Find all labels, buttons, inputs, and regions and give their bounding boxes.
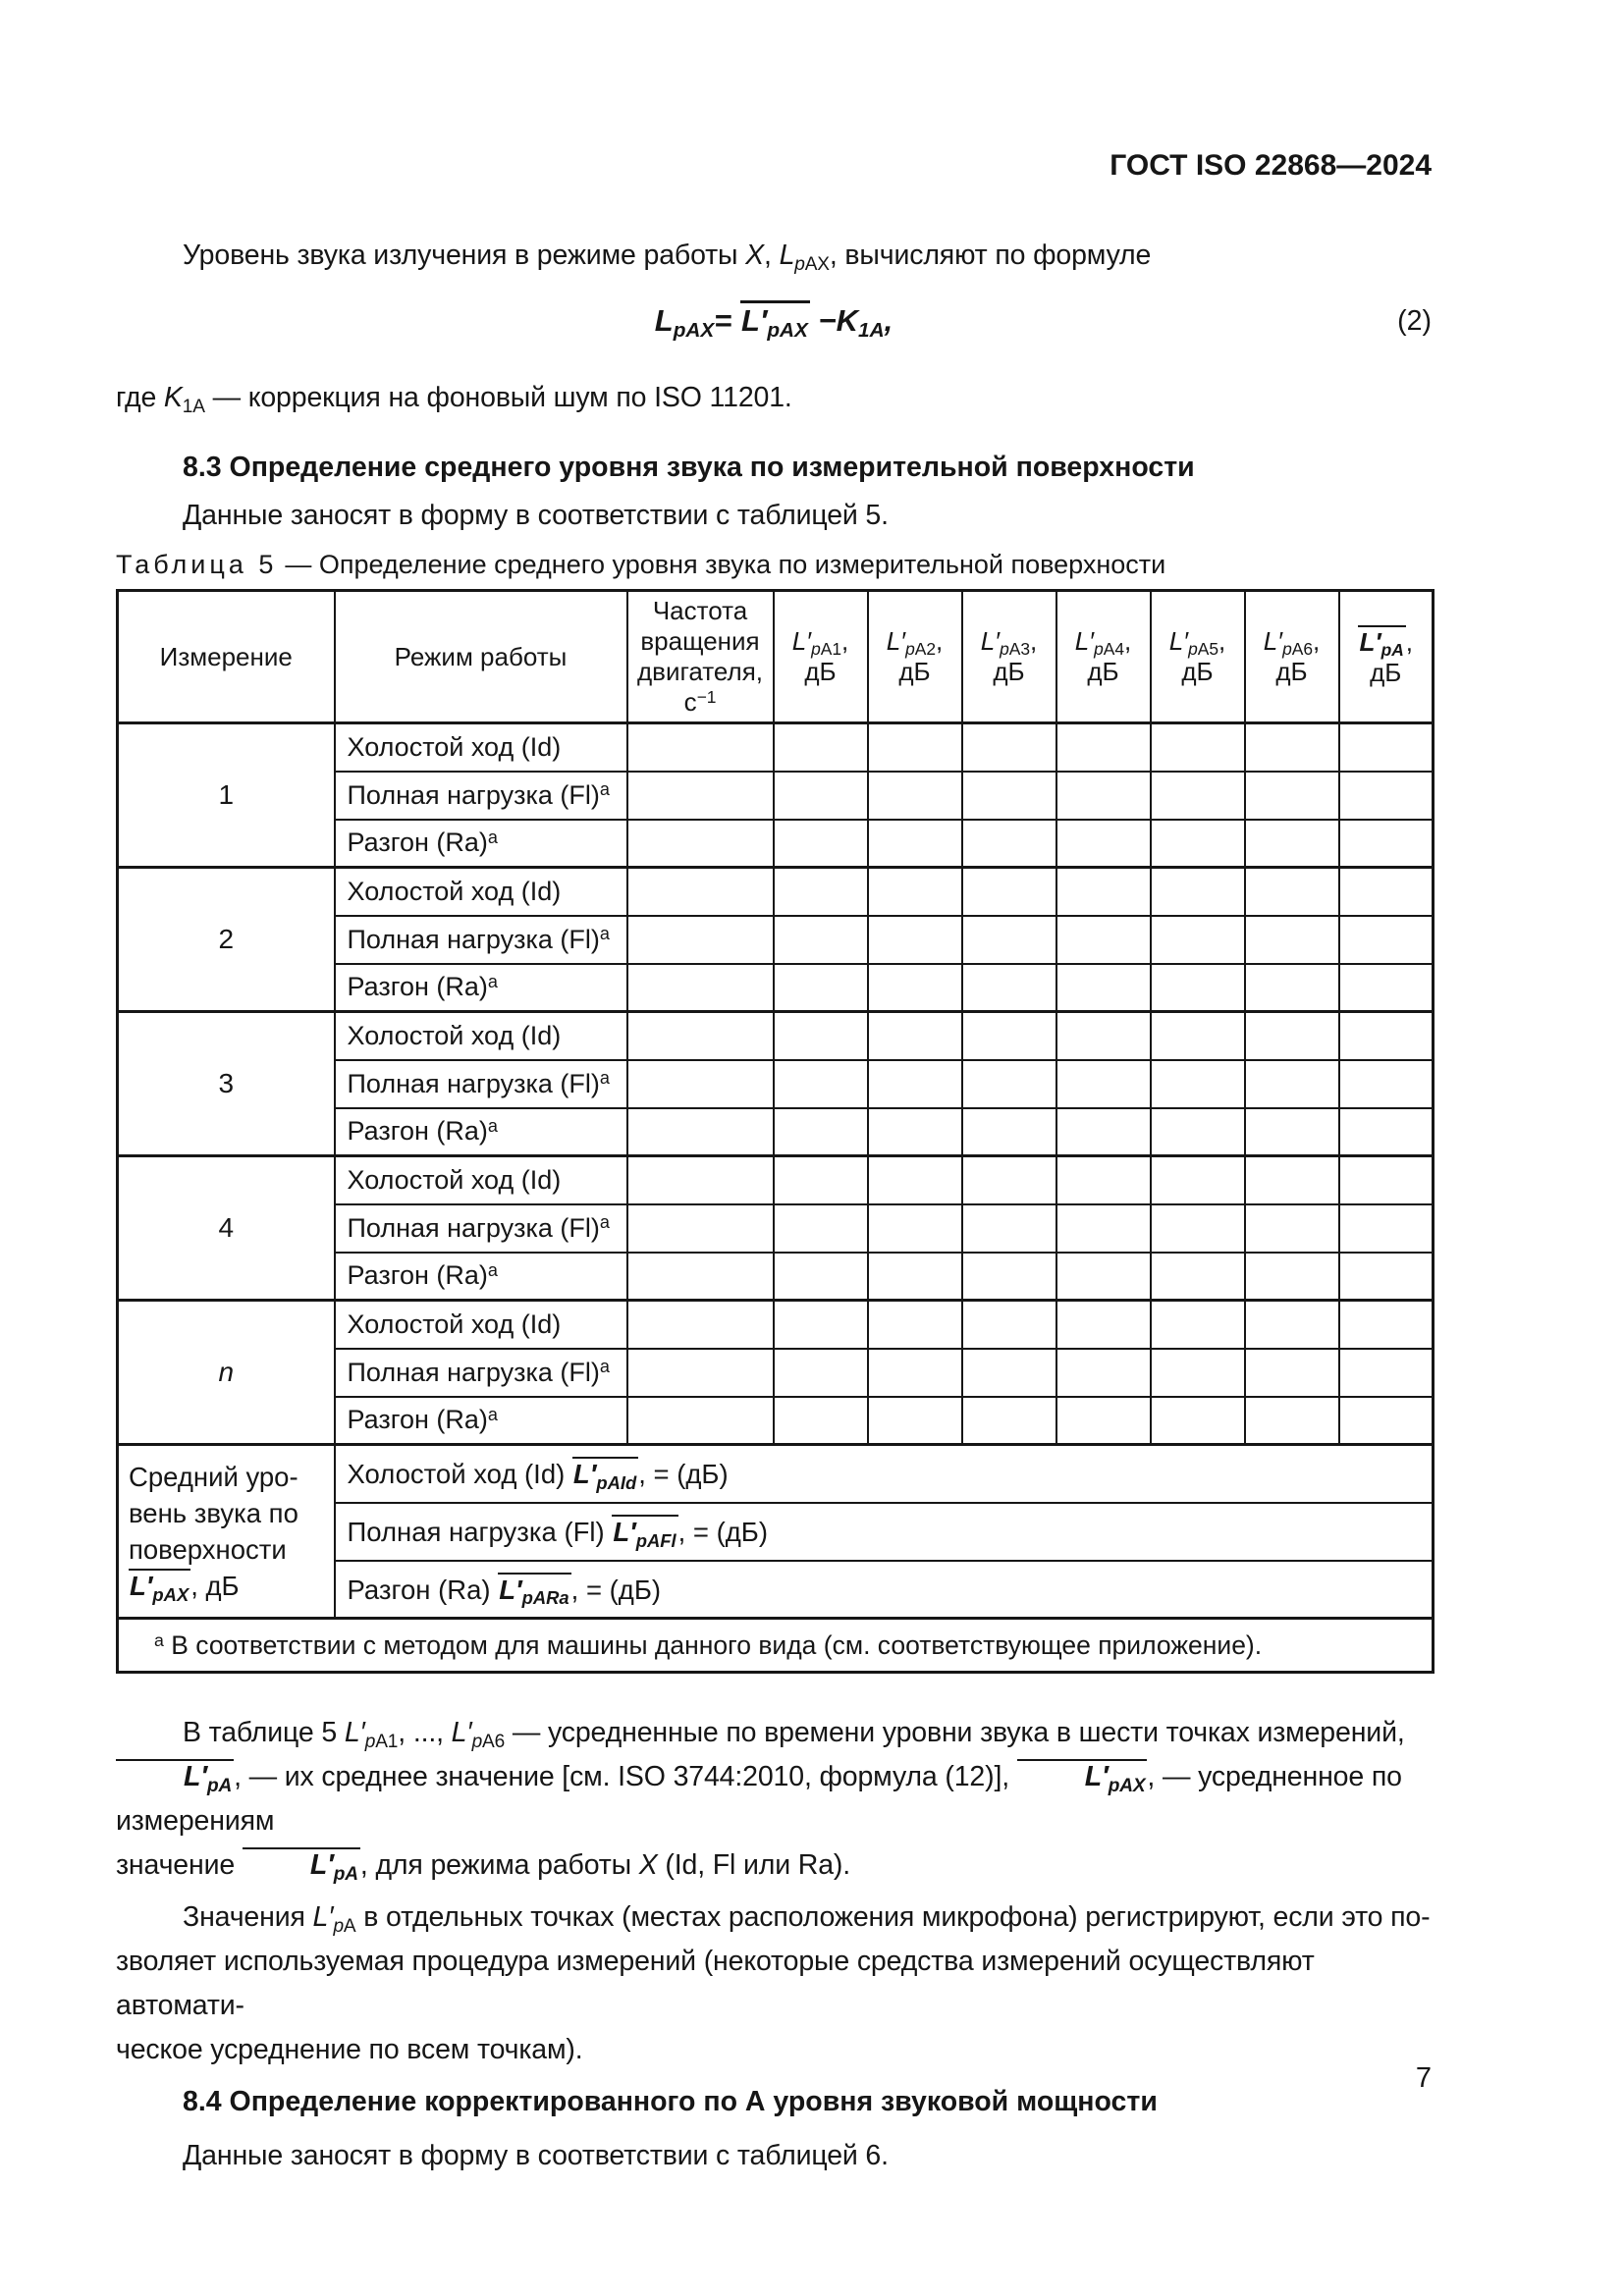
- data-cell: [868, 723, 962, 772]
- data-cell: [1245, 964, 1339, 1012]
- data-cell: [1339, 916, 1434, 964]
- data-cell: [1245, 1301, 1339, 1349]
- data-cell: [868, 916, 962, 964]
- data-cell: [774, 916, 868, 964]
- mode-cell-idle: Холостой ход (Id): [335, 1301, 627, 1349]
- data-cell: [1056, 868, 1151, 916]
- data-cell: [962, 1204, 1056, 1253]
- mode-cell-racing: Разгон $(Ra)^a$: [335, 1108, 627, 1156]
- data-cell: [1245, 1108, 1339, 1156]
- data-cell: [627, 1397, 774, 1445]
- data-cell: [1339, 1349, 1434, 1397]
- data-cell: [868, 1156, 962, 1204]
- data-cell: [868, 1397, 962, 1445]
- data-cell: [627, 1253, 774, 1301]
- mean-value-cell-racing: Разгон (Ra) $L'_{pARa}$, = (дБ): [335, 1561, 1434, 1619]
- data-cell: [1151, 1253, 1245, 1301]
- data-cell: [962, 1108, 1056, 1156]
- data-cell: [1056, 723, 1151, 772]
- data-cell: [1339, 820, 1434, 868]
- paragraph-after-table-2: Значения $L'_{pA}$ в отдельных точках (местах расположения микрофона) регистрируют, если это по- зволяет используемая процедура измерений (некоторые средства измерений осуществляют автомати- ческое усреднение по всем точкам).: [116, 1901, 1431, 2065]
- data-cell: [1056, 1397, 1151, 1445]
- data-cell: [1151, 1397, 1245, 1445]
- data-cell: [1056, 1108, 1151, 1156]
- header-cell-lpa-mean: $L'_{pA}$, дБ: [1339, 591, 1434, 723]
- formula-2: $L_{pAX}= L'_{pAX} -K_{1A}$,: [655, 303, 893, 338]
- data-cell: [1339, 964, 1434, 1012]
- measurement-cell-2: 2: [118, 868, 335, 1012]
- data-cell: [1245, 723, 1339, 772]
- data-cell: [1245, 1397, 1339, 1445]
- data-cell: [1056, 1156, 1151, 1204]
- data-cell: [774, 1349, 868, 1397]
- data-cell: [627, 916, 774, 964]
- mode-cell-full-load: Полная нагрузка $(Fl)^a$: [335, 1060, 627, 1108]
- footnote-row: [118, 1619, 1434, 1673]
- mode-cell-racing: Разгон $(Ra)^a$: [335, 964, 627, 1012]
- table-header-row: [118, 591, 1434, 723]
- data-cell: [774, 772, 868, 820]
- mode-cell-racing: Разгон $(Ra)^a$: [335, 820, 627, 868]
- heading-8-4: 8.4 Определение корректированного по А уровня звуковой мощности: [183, 2086, 1158, 2117]
- data-cell: [868, 1301, 962, 1349]
- data-cell: [1339, 1108, 1434, 1156]
- data-cell: [1339, 1060, 1434, 1108]
- table-caption: [116, 544, 1432, 585]
- mode-cell-idle: Холостой ход (Id): [335, 723, 627, 772]
- data-cell: [962, 1349, 1056, 1397]
- data-cell: [1245, 1156, 1339, 1204]
- header-cell-engine-speed: Частота вращения двигателя, $с^{-1}$: [627, 591, 774, 723]
- mode-cell-full-load: Полная нагрузка $(Fl)^a$: [335, 1204, 627, 1253]
- document-number-header: ГОСТ ISO 22868—2024: [1110, 149, 1432, 182]
- data-cell: [627, 1012, 774, 1060]
- data-cell: [774, 868, 868, 916]
- data-cell: [1339, 1204, 1434, 1253]
- formula-row: [116, 290, 1432, 352]
- data-cell: [627, 964, 774, 1012]
- table-row: [118, 1301, 1434, 1349]
- mode-cell-racing: Разгон $(Ra)^a$: [335, 1397, 627, 1445]
- data-cell: [1151, 1060, 1245, 1108]
- data-cell: [774, 820, 868, 868]
- mean-label-cell: Средний уро- вень звука по поверхности $L'_{pAX}$, дБ: [118, 1445, 335, 1619]
- data-cell: [962, 1156, 1056, 1204]
- page-number: 7: [1415, 2062, 1432, 2094]
- data-cell: [774, 1060, 868, 1108]
- data-cell: [1245, 868, 1339, 916]
- formula-number: (2): [1397, 305, 1432, 337]
- data-cell: [962, 1060, 1056, 1108]
- data-cell: [1056, 1012, 1151, 1060]
- table-row: [118, 1156, 1434, 1204]
- data-cell: [962, 820, 1056, 868]
- data-cell: [774, 1012, 868, 1060]
- table-row: [118, 723, 1434, 772]
- data-cell: [1245, 1253, 1339, 1301]
- data-cell: [962, 868, 1056, 916]
- data-cell: [1245, 1349, 1339, 1397]
- data-cell: [1056, 964, 1151, 1012]
- data-cell: [1151, 820, 1245, 868]
- mode-cell-full-load: Полная нагрузка $(Fl)^a$: [335, 1349, 627, 1397]
- data-cell: [627, 772, 774, 820]
- header-cell-lpa4: $L'_{pA4}$, дБ: [1056, 591, 1151, 723]
- data-cell: [1056, 772, 1151, 820]
- header-cell-mode: Режим работы: [335, 591, 627, 723]
- data-cell: [627, 1301, 774, 1349]
- data-cell: [1245, 772, 1339, 820]
- data-cell: [1245, 1060, 1339, 1108]
- data-cell: [868, 1253, 962, 1301]
- lead-paragraph: Уровень звука излучения в режиме работы X, $L_{pAX}$, вычисляют по формуле: [183, 240, 1152, 275]
- data-cell: [1151, 1108, 1245, 1156]
- data-cell: [1151, 868, 1245, 916]
- measurement-cell-1: 1: [118, 723, 335, 868]
- data-cell: [627, 1156, 774, 1204]
- table-caption-label: Таблица 5: [116, 550, 278, 579]
- mean-value-cell-full-load: Полная нагрузка (Fl) $L'_{pAFl}$, = (дБ): [335, 1503, 1434, 1561]
- data-cell: [1056, 1204, 1151, 1253]
- data-cell: [774, 1253, 868, 1301]
- data-cell: [1151, 1156, 1245, 1204]
- data-cell: [868, 1349, 962, 1397]
- measurement-cell-4: 4: [118, 1156, 335, 1301]
- data-cell: [627, 723, 774, 772]
- data-cell: [774, 723, 868, 772]
- header-cell-measurement: Измерение: [118, 591, 335, 723]
- paragraph-8-4: Данные заносят в форму в соответствии с таблицей 6.: [183, 2140, 889, 2171]
- data-cell: [1245, 1012, 1339, 1060]
- table-caption-text: — Определение среднего уровня звука по измерительной поверхности: [285, 550, 1166, 579]
- data-cell: [774, 1108, 868, 1156]
- data-cell: [962, 772, 1056, 820]
- data-cell: [868, 772, 962, 820]
- data-cell: [1151, 1349, 1245, 1397]
- data-cell: [868, 1060, 962, 1108]
- data-cell: [774, 1204, 868, 1253]
- table-row: [118, 1012, 1434, 1060]
- data-cell: [774, 1301, 868, 1349]
- data-cell: [1151, 916, 1245, 964]
- data-cell: [868, 1012, 962, 1060]
- data-cell: [1339, 772, 1434, 820]
- data-cell: [1339, 723, 1434, 772]
- data-cell: [962, 916, 1056, 964]
- data-cell: [627, 868, 774, 916]
- data-cell: [1151, 1204, 1245, 1253]
- data-cell: [1245, 820, 1339, 868]
- data-cell: [627, 1204, 774, 1253]
- table-row: [118, 868, 1434, 916]
- header-cell-lpa6: $L'_{pA6}$, дБ: [1245, 591, 1339, 723]
- data-cell: [868, 1108, 962, 1156]
- data-cell: [868, 820, 962, 868]
- data-cell: [1056, 1253, 1151, 1301]
- data-cell: [774, 1156, 868, 1204]
- mode-cell-idle: Холостой ход (Id): [335, 868, 627, 916]
- data-cell: [1339, 1301, 1434, 1349]
- paragraph-8-3: Данные заносят в форму в соответствии с таблицей 5.: [183, 500, 889, 531]
- data-cell: [962, 1301, 1056, 1349]
- data-cell: [1151, 1301, 1245, 1349]
- data-cell: [1056, 916, 1151, 964]
- mode-cell-full-load: Полная нагрузка $(Fl)^a$: [335, 772, 627, 820]
- data-cell: [1151, 964, 1245, 1012]
- page-content: [116, 0, 1432, 2178]
- measurement-cell-n: n: [118, 1301, 335, 1445]
- data-cell: [868, 868, 962, 916]
- mean-value-cell-idle: Холостой ход (Id) $L'_{pAId}$, = (дБ): [335, 1445, 1434, 1503]
- measurement-cell-3: 3: [118, 1012, 335, 1156]
- mode-cell-racing: Разгон $(Ra)^a$: [335, 1253, 627, 1301]
- data-cell: [1339, 1253, 1434, 1301]
- paragraph-after-table-1: В таблице 5 $L'_{pA1}$, ..., $L'_{pA6}$ — усредненные по времени уровни звука в шести точках измерений, $L'_{pA}$, — их среднее значение [см. ISO 3744:2010, формула (12)], $L'_{pAX}$, — усредненное по измерениям значение $L'_{pA}$, для режима работы X (Id, Fl или Ra).: [116, 1717, 1405, 1885]
- data-cell: [1339, 1156, 1434, 1204]
- data-cell: [627, 1108, 774, 1156]
- data-cell: [962, 1012, 1056, 1060]
- data-cell: [1056, 1060, 1151, 1108]
- data-cell: [1151, 1012, 1245, 1060]
- data-cell: [774, 1397, 868, 1445]
- data-cell: [962, 964, 1056, 1012]
- mode-cell-full-load: Полная нагрузка $(Fl)^a$: [335, 916, 627, 964]
- data-cell: [868, 964, 962, 1012]
- data-cell: [627, 1060, 774, 1108]
- data-cell: [1056, 1349, 1151, 1397]
- data-cell: [1151, 772, 1245, 820]
- data-cell: [962, 1253, 1056, 1301]
- mean-section-row: [118, 1445, 1434, 1503]
- data-cell: [962, 723, 1056, 772]
- footnote-cell: $^a$ В соответствии с методом для машины данного вида (см. соответствующее приложение).: [118, 1619, 1434, 1673]
- data-cell: [774, 964, 868, 1012]
- table-5: [116, 589, 1435, 1674]
- data-cell: [627, 1349, 774, 1397]
- data-cell: [1056, 820, 1151, 868]
- data-cell: [1339, 1012, 1434, 1060]
- mode-cell-idle: Холостой ход (Id): [335, 1012, 627, 1060]
- header-cell-lpa3: $L'_{pA3}$, дБ: [962, 591, 1056, 723]
- data-cell: [1339, 1397, 1434, 1445]
- header-cell-lpa2: $L'_{pA2}$, дБ: [868, 591, 962, 723]
- data-cell: [1245, 1204, 1339, 1253]
- mode-cell-idle: Холостой ход (Id): [335, 1156, 627, 1204]
- data-cell: [1151, 723, 1245, 772]
- data-cell: [868, 1204, 962, 1253]
- data-cell: [1056, 1301, 1151, 1349]
- heading-8-3: 8.3 Определение среднего уровня звука по измерительной поверхности: [183, 452, 1195, 483]
- data-cell: [627, 820, 774, 868]
- data-cell: [962, 1397, 1056, 1445]
- header-cell-lpa1: $L'_{pA1}$, дБ: [774, 591, 868, 723]
- where-clause: где $K_{1A}$ — коррекция на фоновый шум по ISO 11201.: [116, 382, 792, 417]
- data-cell: [1245, 916, 1339, 964]
- header-cell-lpa5: $L'_{pA5}$, дБ: [1151, 591, 1245, 723]
- data-cell: [1339, 868, 1434, 916]
